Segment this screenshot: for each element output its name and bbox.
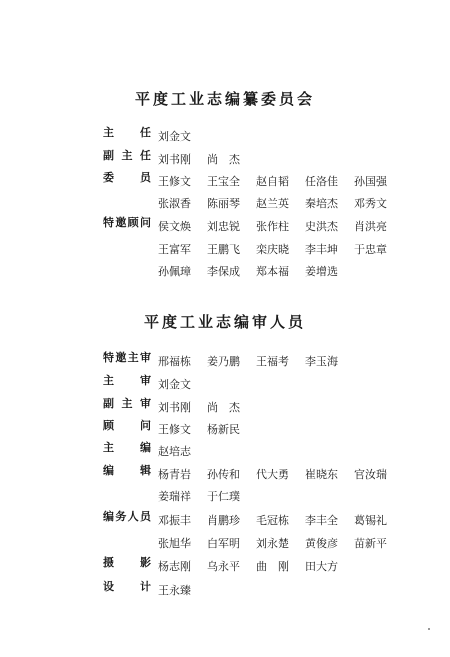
staff-row [103,373,443,393]
person-name: 赵培志 [158,445,191,458]
role-char: 特 [103,216,114,229]
person-name: 孙国强 [354,175,387,188]
staff-row [103,532,443,552]
role-char: 副 [103,397,114,410]
role-char: 主 [121,397,133,410]
name-list [158,215,403,235]
role-char: 任 [140,126,151,139]
name-list [158,148,256,168]
role-label [103,509,151,525]
role-label [103,373,151,389]
staff-row [103,555,443,575]
person-name: 官汝瑞 [354,468,387,481]
role-label [103,579,151,595]
role-char: 审 [140,374,151,387]
name-list [158,485,256,505]
role-char: 审 [140,397,151,410]
staff-row [103,579,443,599]
staff-row [103,192,443,212]
person-name: 杨青岩 [158,468,191,481]
person-name: 秦培杰 [305,197,338,210]
person-name: 姜增选 [305,265,338,278]
name-list [158,418,256,438]
person-name: 史洪杰 [305,220,338,233]
person-name: 张旭华 [158,537,191,550]
person-name: 李丰全 [305,514,338,527]
role-char: 问 [140,419,151,432]
role-char: 员 [140,171,151,184]
person-name: 王福考 [256,355,289,368]
person-name: 王永臻 [158,584,191,597]
person-name: 毛冠栋 [256,514,289,527]
role-label [103,396,151,412]
staff-row [103,148,443,168]
name-list [158,260,354,280]
person-name: 李保成 [207,265,240,278]
role-char: 副 [103,149,114,162]
name-list [158,555,354,575]
person-name: 王富军 [158,243,191,256]
staff-row [103,170,443,190]
name-list [158,373,207,393]
person-name: 孙传和 [207,468,240,481]
role-label [103,125,151,141]
person-name: 杨新民 [207,423,240,436]
name-list [158,463,403,483]
person-name: 刘书刚 [158,401,191,414]
name-list [158,125,207,145]
person-name: 王修文 [158,175,191,188]
role-label [103,148,151,164]
person-name: 杨志刚 [158,560,191,573]
person-name: 侯文焕 [158,220,191,233]
role-char: 邀 [115,216,127,229]
person-name: 刘书刚 [158,153,191,166]
person-name: 肖洪亮 [354,220,387,233]
role-char: 委 [103,171,114,184]
role-char: 员 [139,510,151,523]
role-char: 设 [103,580,114,593]
person-name: 任洛佳 [305,175,338,188]
role-char: 摄 [103,556,114,569]
name-list [158,238,403,258]
staff-row [103,396,443,416]
staff-row [103,125,443,145]
person-name: 于忠章 [354,243,387,256]
staff-row [103,463,443,483]
person-name: 白军明 [207,537,240,550]
person-name: 姜瑞祥 [158,490,191,503]
person-name: 黄俊彦 [305,537,338,550]
role-char: 编 [103,464,114,477]
role-char: 计 [140,580,151,593]
role-char: 任 [140,149,151,162]
staff-row [103,509,443,529]
person-name: 郑本福 [256,265,289,278]
person-name: 刘忠锐 [207,220,240,233]
role-char: 特 [103,351,114,364]
person-name: 乌永平 [207,560,240,573]
role-label [103,170,151,186]
person-name: 王修文 [158,423,191,436]
role-char: 人 [127,510,139,523]
person-name: 崔晓东 [305,468,338,481]
staff-row [103,440,443,460]
person-name: 张作柱 [256,220,289,233]
name-list [158,579,207,599]
name-list [158,170,403,190]
editorial-staff-title: 平度工业志编审人员 [143,313,306,331]
person-name: 孙佩璋 [158,265,191,278]
person-name: 刘永楚 [256,537,289,550]
person-name: 陈丽琴 [207,197,240,210]
role-char: 主 [127,351,139,364]
role-label [103,555,151,571]
staff-row [103,350,443,370]
role-char: 顾 [103,419,114,432]
role-char: 影 [140,556,151,569]
person-name: 李玉海 [305,355,338,368]
role-char: 主 [103,374,114,387]
person-name: 赵自韬 [256,175,289,188]
person-name: 邓秀文 [354,197,387,210]
person-name: 尚 杰 [207,153,240,166]
staff-row [103,418,443,438]
role-char: 主 [103,441,114,454]
person-name: 王鹏飞 [207,243,240,256]
role-label [103,418,151,434]
role-char: 编 [140,441,151,454]
person-name: 邢福栋 [158,355,191,368]
person-name: 刘金文 [158,378,191,391]
person-name: 张淑香 [158,197,191,210]
person-name: 栾庆晓 [256,243,289,256]
role-char: 审 [139,351,151,364]
name-list [158,396,256,416]
name-list [158,350,354,370]
committee-title: 平度工业志编纂委员会 [134,90,315,108]
person-name: 田大方 [305,560,338,573]
role-label [103,463,151,479]
role-char: 编 [103,510,114,523]
name-list [158,192,403,212]
person-name: 尚 杰 [207,401,240,414]
name-list [158,532,403,552]
staff-row [103,260,443,280]
person-name: 刘金文 [158,130,191,143]
role-char: 邀 [115,351,127,364]
person-name: 苗新平 [354,537,387,550]
person-name: 王宝全 [207,175,240,188]
name-list [158,440,207,460]
staff-row [103,485,443,505]
staff-row [103,215,443,235]
role-char: 问 [139,216,151,229]
role-char: 主 [103,126,114,139]
person-name: 邓振丰 [158,514,191,527]
person-name: 赵兰英 [256,197,289,210]
person-name: 肖鹏珍 [207,514,240,527]
role-label [103,215,151,231]
person-name: 姜乃鹏 [207,355,240,368]
role-char: 辑 [140,464,151,477]
scan-speck [428,628,430,630]
person-name: 葛锡礼 [354,514,387,527]
name-list [158,509,403,529]
person-name: 李丰坤 [305,243,338,256]
person-name: 代大勇 [256,468,289,481]
role-label [103,350,151,366]
person-name: 于仁璞 [207,490,240,503]
role-char: 顾 [127,216,139,229]
role-char: 务 [115,510,127,523]
staff-row [103,238,443,258]
role-char: 主 [121,149,133,162]
person-name: 曲 刚 [256,560,289,573]
role-label [103,440,151,456]
